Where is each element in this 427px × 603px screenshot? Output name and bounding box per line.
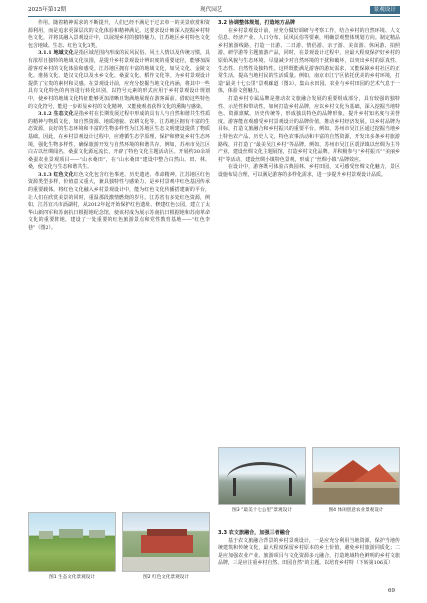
figure-caption: 图3 “最美十七公里”景观设计 <box>232 508 292 513</box>
paragraph: 作用。随着精神需求的不断提升，人们已经不满足于过去单一的美景欣赏和资源利用，而是追求更深层次的文化体验和精神满足。这要求设计师深入挖掘乡村特色文化，并将其融入景观设计中，以展现乡村的独特魅力。江苏地区乡村特色文化包含地域、生态、红色文化3类。 <box>28 20 210 49</box>
landscape-photo-red <box>122 512 210 572</box>
right-figure-row <box>218 447 400 514</box>
figure-4 <box>312 447 400 514</box>
subsection-heading: 3.1.3 红色文化 <box>38 171 74 178</box>
figure-1 <box>28 512 116 581</box>
paragraph: 在设计中，游客既可体验古典园林、乡村田园，又可感受丝绸文化魅力，景区设施布局合理，可以满足游客的多样化需求，进一步提升乡村景观设计品质。 <box>218 164 400 178</box>
paragraph-text: 是指乡村在长期发展过程中形成的具有人与自然和谐共生性质的精神与物质文化，如自然资源、地质地貌、农耕文化等。江苏地区拥有丰富的生态资源，良好的生态环境和丰富的生物多样性为江苏地区生态文明建设提供了物质基础。因此，在乡村景观设计过程中，应遵循生态学原理，保护和修复乡村生态环境，强化生物多样性，确保旅游开发与自然环境的和谐共存。例如，苏州市吴江区白古以丝绸闻名，桑蚕文化源远流长，开辟了特色文化主题活动区。开展约30余项桑蚕农业景观项目——“山水桑田”，在“山水桑田”建设中整合白然山、田、林、桑，使文化与生态和谐共生。 <box>28 111 211 171</box>
section-tag: 景观设计 <box>370 6 400 14</box>
paragraph <box>28 50 210 111</box>
figure-caption: 图4 体闲创意农业景观设计 <box>328 508 384 513</box>
figure-caption: 图1 生态文化景观设计 <box>49 575 95 580</box>
header-rule <box>28 16 400 17</box>
figure-3 <box>218 447 306 514</box>
landscape-photo-agri <box>312 447 400 505</box>
issue-date: 2025年第12期 <box>28 7 67 13</box>
right-column <box>218 20 400 179</box>
landscape-photo-eco <box>28 512 116 572</box>
paragraph <box>28 111 210 172</box>
journal-name: 现代园艺 <box>200 7 223 13</box>
figure-2 <box>122 512 210 581</box>
paragraph: 打造乡村专属品牌是推动农文旅融合发展的重要组成部分，具有较强的独特性、示范性和带动性。如何打造乡村品牌，应以乡村文化为基础，深入挖掘当地特色、资源禀赋、历史传统等，形成独具特色的品牌形象，提升乡村知名度与美誉度。游客能直观感受乡村景观设计的品牌价值，推动乡村经济发展。以乡村品牌为目标，打造文旅融合和乡村振兴的重要平台。例如，苏州市吴江区通过挖掘当地乡土特色农产品、历史人文、特色农事活动和丰富的自然资源，开发出多条乡村旅游路线，并打造了“最美吴江乡村”等品牌。例如，苏州市吴江区震泽镇以丝绸为主导产业，建设丝绸文化主题展馆，打造乡村文化品牌。并积极参与“乡村振兴”“美丽乡村”等活动，建设丝绸小镇特色景观，形成了“丝绸小镇”品牌效应。 <box>218 95 400 163</box>
left-column <box>28 20 210 233</box>
page-number: 69 <box>388 588 395 594</box>
left-figure-row <box>28 512 210 581</box>
landscape-photo-corridor <box>218 447 306 505</box>
paragraph: 在乡村景观设计前，应充分做好调研与考察工作，结合乡村的自然环境、人文信息、经济产业、人口分布、民风民俗等要素，明确景观整体规划方向。制定精品乡村旅游线路，打造一日游、二日游、情侣游、亲子游、美食游、休闲游、拍照游、研学游等主题旅游产品，同时，在景观设计过程中，应最大程度保护好乡村的原始风貌与生态环境，尽量减少对自然环境的干扰和破坏，以突出乡村的原真性、生态性、自然性及独特性。这样既能满足游客的游玩需求，又能保障乡村社区的正常生活，提高当地村民的生活质量。例如，南京市江宁区依托优美的乡村环境，打造“最美十七公里”景观廊道（图3），集山水田园、农业与乡村田园的艺术气息于一体，体验文创魅力。 <box>218 27 400 95</box>
subsection-heading: 3.1.2 生态文化 <box>38 111 74 118</box>
section-heading: 3.2 协调整体规划，打造地方品牌 <box>218 20 296 26</box>
paragraph: 基于农文旅融合背景的乡村景观设计，一是应充分利用当地资源，保护当地传统建筑和传统文化，最大程度保留乡村原本的乡土价值，避免乡村旅游同质化；二是应加强农业产业、旅游项目与文化资源多元融合，打造地域特色鲜明的乡村文旅品牌，三是应注重乡村自然、田园自然”的主题。以培育乡村特（下转第106页） <box>218 537 400 567</box>
subsection-heading: 3.1.1 地域文化 <box>38 50 74 57</box>
right-column-bottom <box>218 530 400 568</box>
paragraph-text: 是指区域范围内形成的民风民俗、风土人情以及传统习惯，具有浓厚且独特的地域文化氛围，是提升乡村景观设计辨识度的重要途径，能够加深游客对乡村的文化体验和感受。江苏地区拥有丰富的地域文化，如吴文化、金陵文化、淮扬文化、楚汉文化以及水乡文化、桑蚕文化、稻作文化等。为乡村景观设计提供了宝贵的素材和灵感。在景观设计前，应充分挖掘当地文化内涵，将其中一些具有文化特色的内容进行转化识别，以符号元素的形式应用于乡村景观设计规划中，使乡村的地域文化特征能够更加清晰且饱满地展现在游客面前。借助这些特色的文化符号，能进一步彰显乡村的文化精神，又能使观者获得文化的熏陶与感染。 <box>28 50 211 110</box>
paragraph <box>28 172 210 233</box>
figure-caption: 图2 红色文化景观设计 <box>143 575 189 580</box>
paragraph-text: 红色文化包含红色事迹、历史遗迹、革命精神。江苏地区红色资源类型多样，价值意义重大，兼具独特性与感染力，是乡村景观中红色基因传承的重要载体。将红色文化融入乡村景观设计中，能为红色文化传播搭建新的平台，让人们在欣赏美景的同时，重温那段激情燃烧的岁月。江苏省有多处红色资源，例如，江苏宜兴市滆湖村，从2012年起开始保护红色遗址、修建红色公园，建立了太华山新四军和苏南抗日根据地纪念馆，使该村成为展示苏南抗日根据地和苏南革命文化的重要阵地，建设了一处重要的红色旅游景点和党性教育基地——“红色李巷”（图2）。 <box>28 171 211 232</box>
section-heading: 3.3 农文旅融合，加强三者融合 <box>218 530 290 536</box>
